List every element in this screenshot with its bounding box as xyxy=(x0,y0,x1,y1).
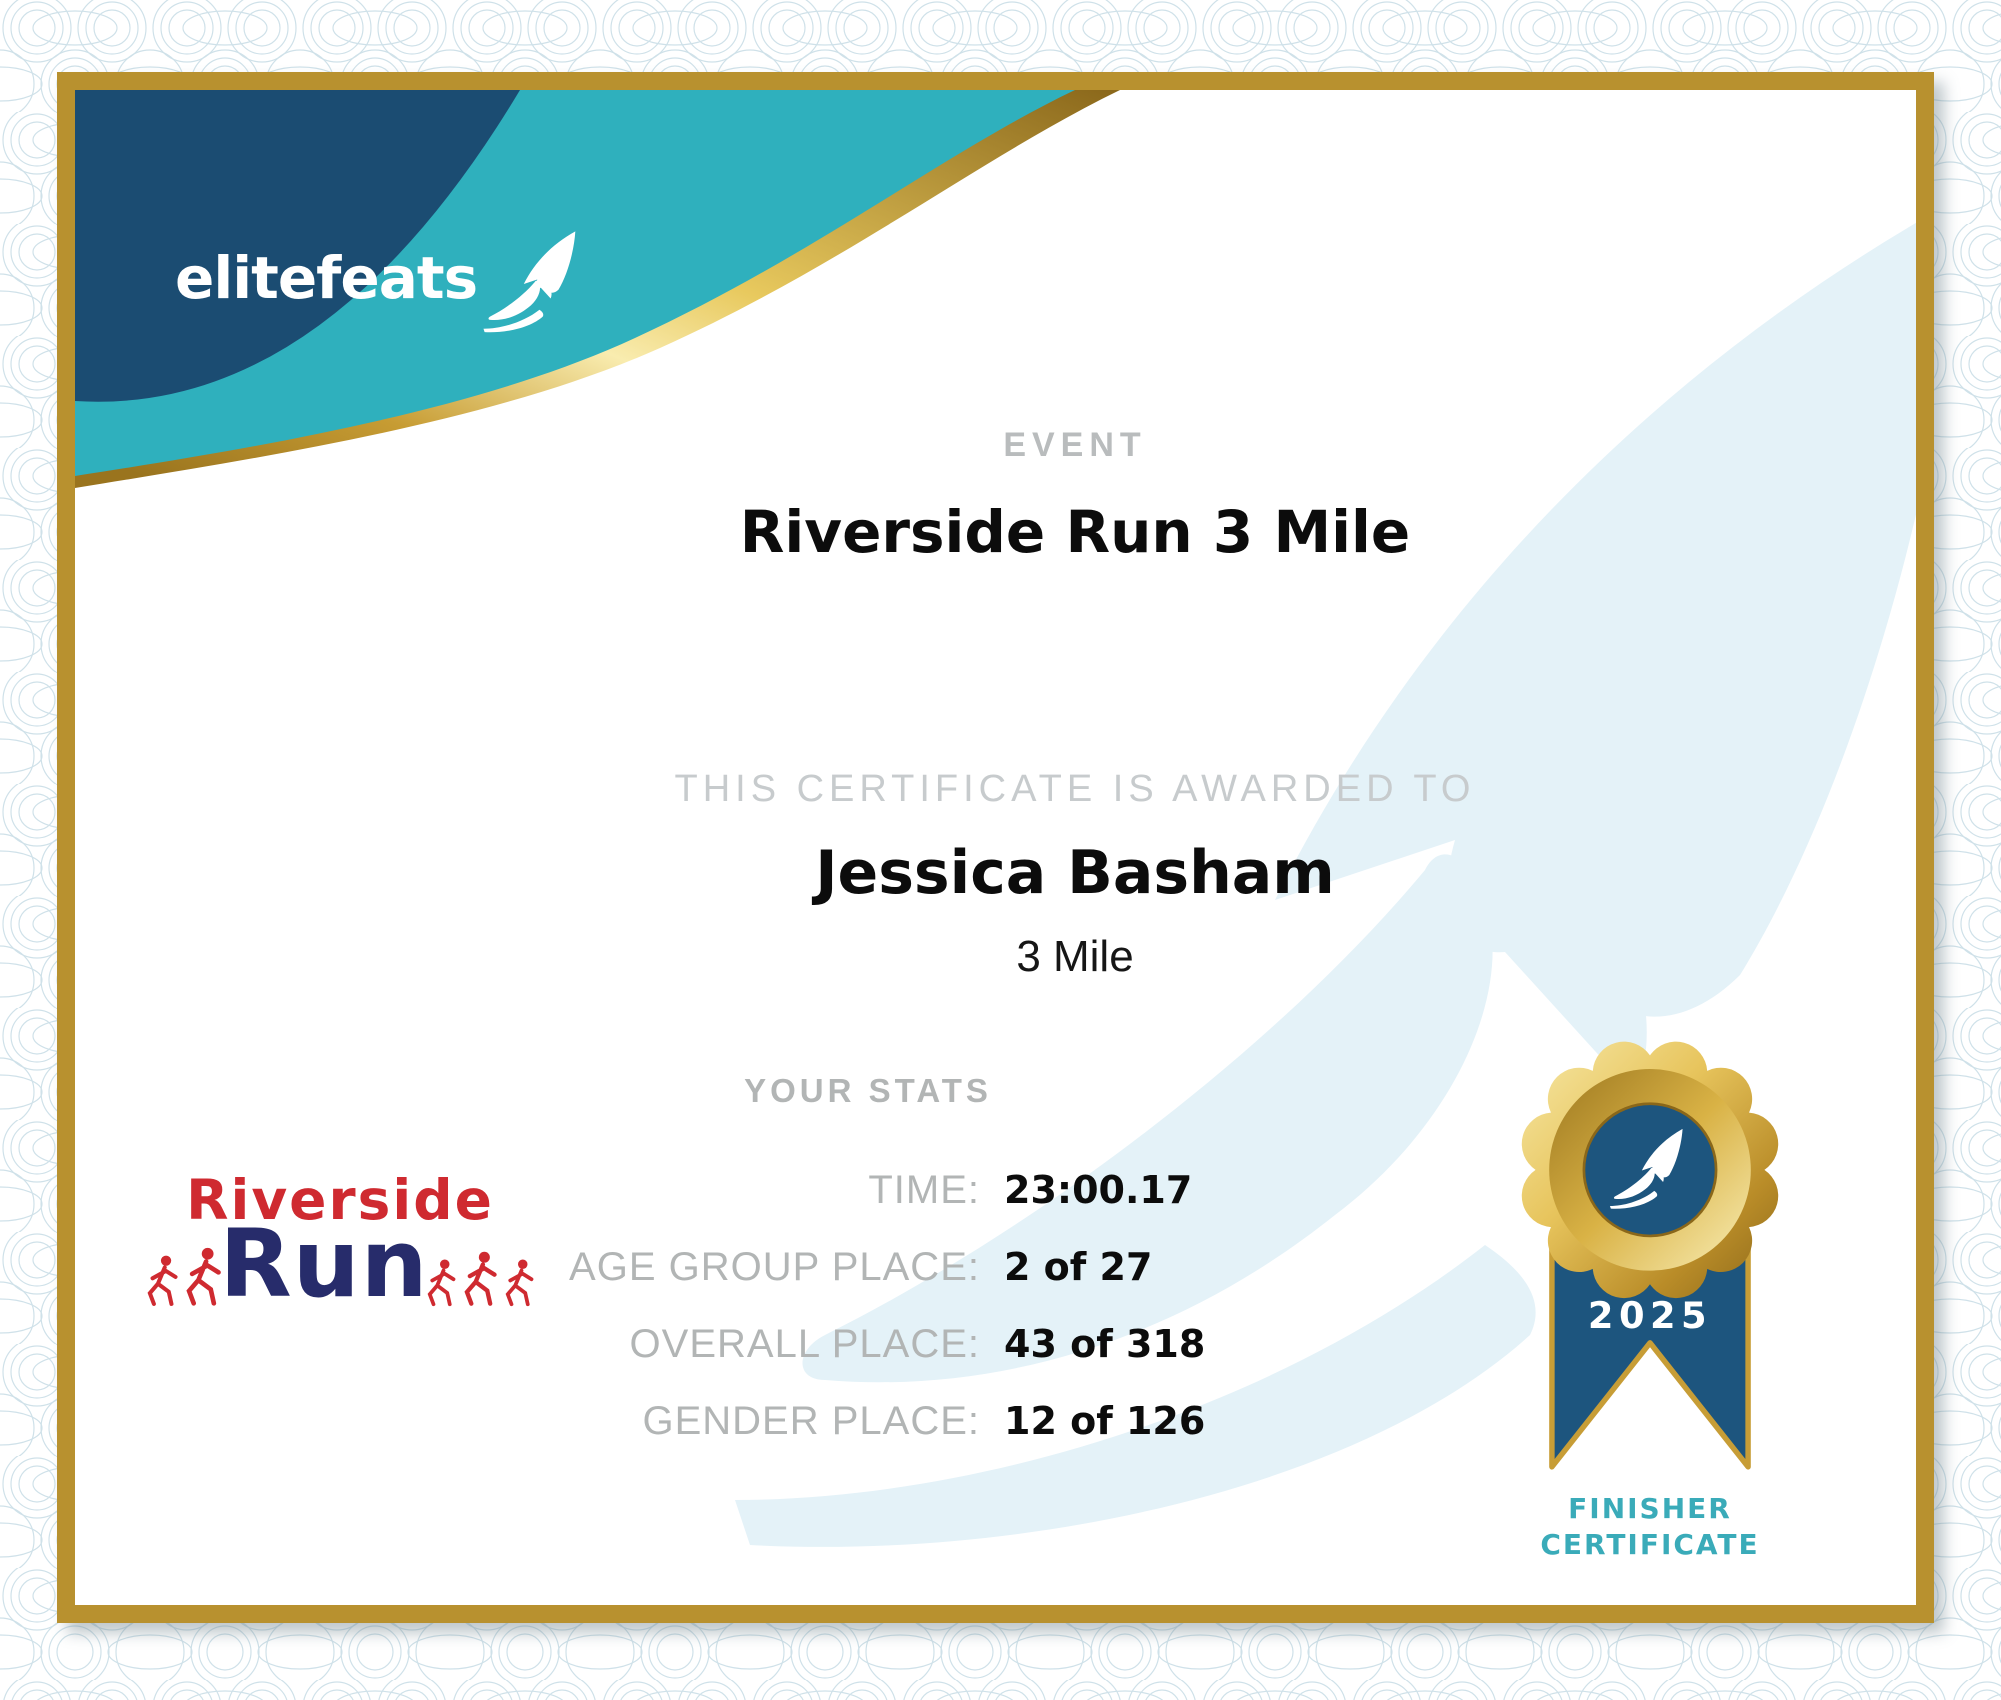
brand-logo xyxy=(175,228,591,340)
finisher-badge xyxy=(1500,1020,1800,1563)
runner-icon xyxy=(501,1258,537,1308)
runner-icon xyxy=(459,1250,501,1308)
event-logo-row xyxy=(140,1210,540,1319)
runner-icon xyxy=(143,1254,181,1308)
runner-icons-left xyxy=(143,1246,225,1308)
stat-value-time: 23:00.17 xyxy=(1004,1168,1193,1212)
stats-heading: YOUR STATS xyxy=(744,1072,992,1109)
badge-year: 2025 xyxy=(1587,1293,1713,1337)
badge-caption-line1: FINISHER xyxy=(1568,1492,1732,1525)
stat-value-overall-place: 43 of 318 xyxy=(1004,1322,1206,1366)
brand-logo-text: elitefeats xyxy=(175,244,478,312)
awarded-to-label: THIS CERTIFICATE IS AWARDED TO xyxy=(674,768,1476,810)
stat-label-overall-place: OVERALL PLACE: xyxy=(629,1322,980,1366)
certificate-gold-frame xyxy=(57,72,1934,1623)
event-name: Riverside Run 3 Mile xyxy=(739,498,1411,566)
stat-label-time: TIME: xyxy=(868,1168,980,1212)
recipient-distance: 3 Mile xyxy=(1016,932,1134,981)
event-logo-word2: Run xyxy=(219,1210,429,1319)
stat-label-age-group-place: AGE GROUP PLACE: xyxy=(569,1245,980,1289)
stat-label-gender-place: GENDER PLACE: xyxy=(642,1399,980,1443)
runner-icon xyxy=(423,1258,459,1308)
recipient-name: Jessica Basham xyxy=(815,838,1335,908)
winged-foot-icon xyxy=(479,228,591,340)
finisher-medal-icon xyxy=(1500,1020,1800,1490)
badge-caption xyxy=(1500,1491,1800,1563)
badge-caption-line2: CERTIFICATE xyxy=(1540,1528,1760,1561)
certificate-body xyxy=(75,90,1916,1605)
event-label: EVENT xyxy=(1003,426,1147,464)
stat-value-age-group-place: 2 of 27 xyxy=(1004,1245,1153,1289)
event-logo xyxy=(140,1168,540,1319)
stats-table xyxy=(520,1168,1424,1443)
runner-icons-right xyxy=(423,1250,537,1308)
stat-value-gender-place: 12 of 126 xyxy=(1004,1399,1206,1443)
event-logo-word1: Riverside xyxy=(186,1168,494,1232)
